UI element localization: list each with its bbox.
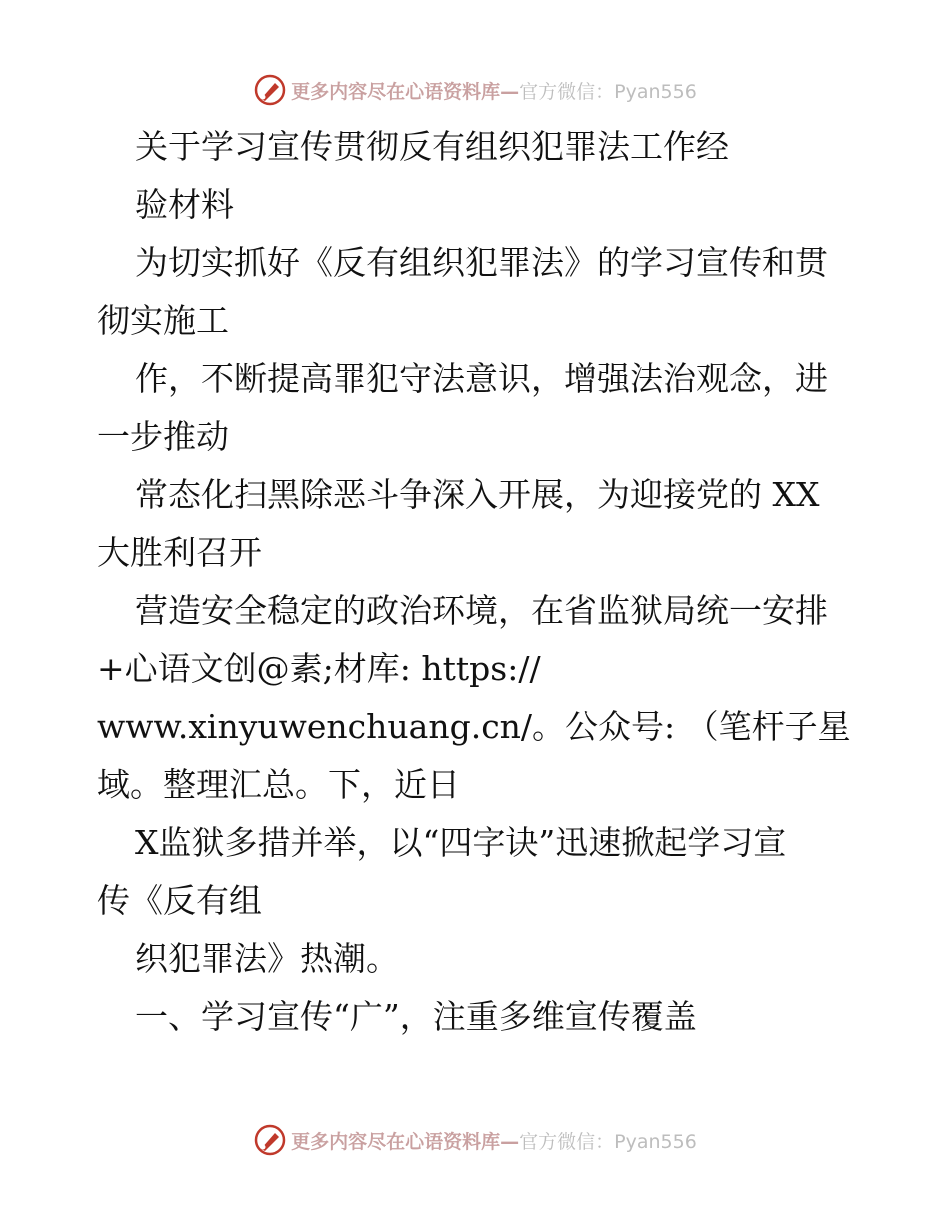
text-line: 织犯罪法》热潮。 [135, 939, 399, 978]
text-line: 彻实施工 [97, 301, 229, 340]
footer-banner [0, 1120, 950, 1160]
text-line: 作，不断提高罪犯守法意识，增强法治观念，进 [135, 359, 828, 398]
text-line: 营造安全稳定的政治环境，在省监狱局统一安排 [135, 591, 828, 630]
text-line: 为切实抓好《反有组织犯罪法》的学习宣传和贯 [135, 243, 828, 282]
text-line: 一、学习宣传“广”，注重多维宣传覆盖 [135, 997, 697, 1036]
text-line: 一步推动 [97, 417, 229, 456]
header-banner-text: 更多内容尽在心语资料库—官方微信：Pyan556 [291, 80, 697, 103]
text-line: 常态化扫黑除恶斗争深入开展，为迎接党的 XX [135, 475, 820, 514]
text-line: 验材料 [135, 185, 234, 224]
text-line: 传《反有组 [97, 881, 262, 920]
document-body [97, 118, 857, 1046]
text-line: 关于学习宣传贯彻反有组织犯罪法工作经 [135, 127, 729, 166]
text-line: 大胜利召开 [97, 533, 262, 572]
footer-banner-text: 更多内容尽在心语资料库—官方微信：Pyan556 [291, 1130, 697, 1153]
pen-nib-logo-icon [253, 73, 287, 107]
text-line: X监狱多措并举，以“四字诀”迅速掀起学习宣 [135, 823, 787, 862]
text-line: +心语文创@素;材库: https:// [97, 649, 541, 688]
header-banner [0, 70, 950, 110]
pen-nib-logo-icon [253, 1123, 287, 1157]
text-line: www.xinyuwenchuang.cn/。公众号: （笔杆子星 [97, 707, 851, 746]
text-line: 域。整理汇总。下，近日 [97, 765, 460, 804]
